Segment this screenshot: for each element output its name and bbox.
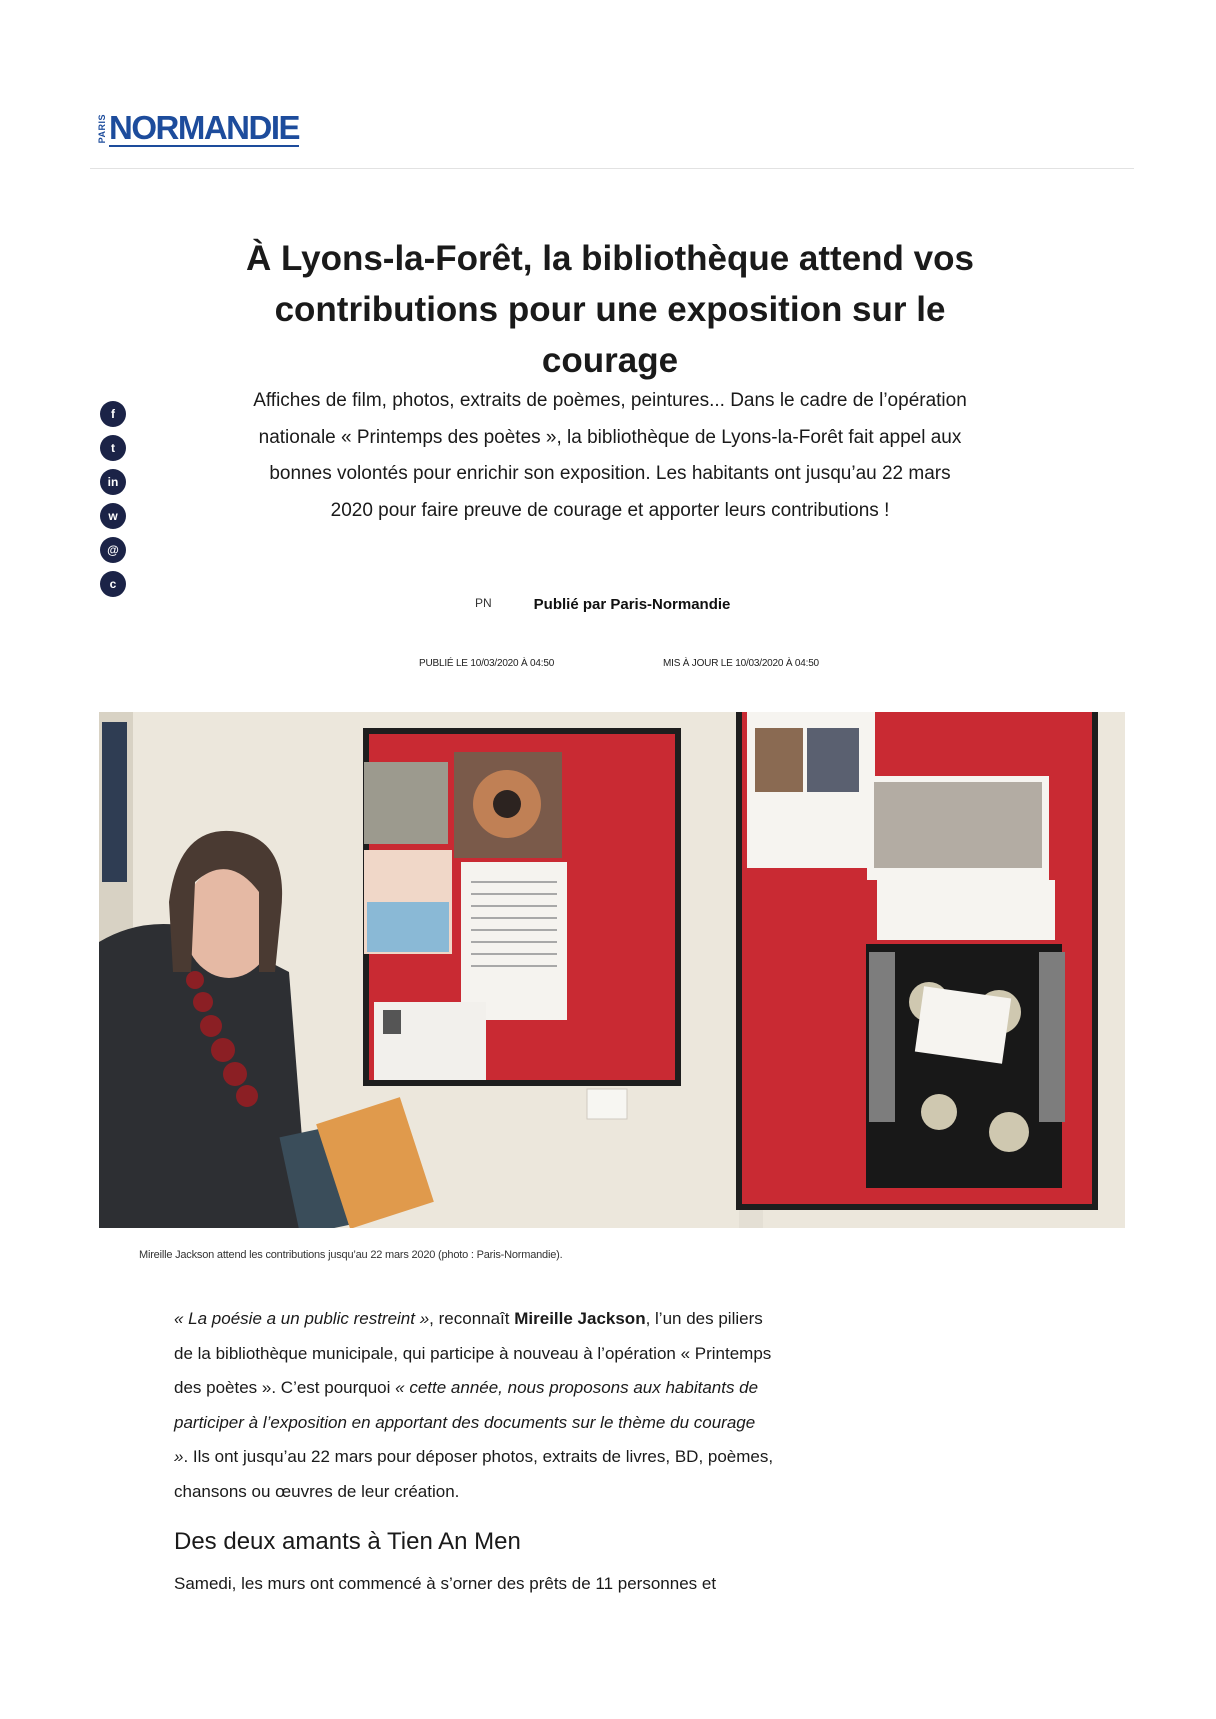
- author-name[interactable]: Publié par Paris-Normandie: [533, 596, 731, 613]
- header-divider: [90, 168, 1134, 169]
- site-logo[interactable]: [97, 109, 299, 149]
- facebook-share-icon[interactable]: f: [100, 401, 126, 427]
- whatsapp-share-icon[interactable]: w: [100, 503, 126, 529]
- logo-paris-text: PARIS: [97, 114, 107, 144]
- linkedin-share-icon[interactable]: in: [100, 469, 126, 495]
- article-body: [174, 1302, 774, 1509]
- twitter-share-icon[interactable]: t: [100, 435, 126, 461]
- article-photo[interactable]: [99, 712, 1125, 1228]
- article-title: À Lyons-la-Forêt, la bibliothèque attend vos contributions pour une exposition sur le courage: [246, 239, 974, 380]
- text-3: . Ils ont jusqu’au 22 mars pour déposer photos, extraits de livres, BD, poèmes, chansons ou œuvres de leur création.: [174, 1447, 774, 1501]
- logo-normandie-text: NORMANDIE: [109, 109, 299, 146]
- text-2: , l’un des piliers de la bibliothèque municipale, qui participe à nouveau à l’opération « Printemps des poètes ». C’est pourquoi: [174, 1309, 772, 1397]
- published-date: PUBLIÉ LE 10/03/2020 À 04:50: [419, 658, 555, 669]
- text-1: , reconnaît: [429, 1309, 515, 1328]
- paragraph-2: Samedi, les murs ont commencé à s’orner des prêts de 11 personnes et: [174, 1574, 717, 1593]
- updated-date: MIS À JOUR LE 10/03/2020 À 04:50: [663, 658, 819, 669]
- quote-2: « cette année, nous proposons aux habitants de participer à l’exposition en apportant des documents sur le thème du courage »: [174, 1378, 759, 1466]
- author-avatar: PN: [475, 596, 492, 610]
- article-standfirst: Affiches de film, photos, extraits de poèmes, peintures... Dans le cadre de l’opération nationale « Printemps des poètes », la bibliothèque de Lyons-la-Forêt fait appel aux bonnes volontés pour enrichir son exposition. Les habitants ont jusqu’au 22 mars 2020 pour faire preuve de courage et apporter leurs contributions !: [253, 390, 967, 521]
- comment-icon[interactable]: c: [100, 571, 126, 597]
- exhibition-photo-illustration: [99, 712, 1125, 1228]
- quote-1: « La poésie a un public restreint »: [174, 1309, 430, 1328]
- paragraph-1: [174, 1302, 774, 1509]
- person-name: Mireille Jackson: [514, 1309, 646, 1328]
- section-heading: Des deux amants à Tien An Men: [174, 1528, 521, 1555]
- email-share-icon[interactable]: @: [100, 537, 126, 563]
- photo-caption: Mireille Jackson attend les contributions jusqu’au 22 mars 2020 (photo : Paris-Normandie).: [139, 1249, 563, 1261]
- share-bar: [100, 401, 126, 605]
- author-byline: [475, 596, 730, 613]
